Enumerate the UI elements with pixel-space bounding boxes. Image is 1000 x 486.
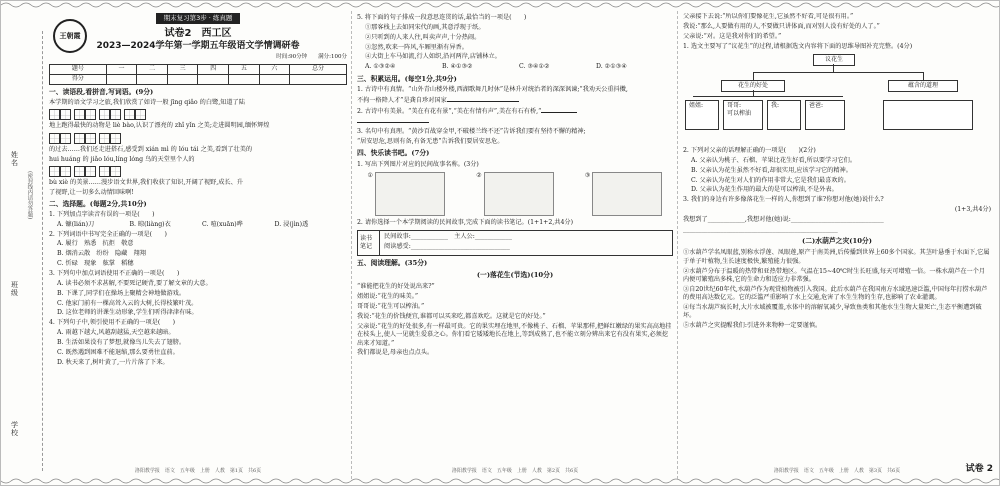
pinyin-box-row	[49, 133, 347, 144]
question-2-options	[49, 240, 347, 268]
mind-map-leaf[interactable]: 姐姐:	[685, 100, 719, 130]
score-label-cell: 得分	[50, 74, 107, 84]
score-header-cell: 三	[167, 64, 198, 74]
option[interactable]: D. 父亲认为花生作用的最大的是可以榨油,不是外表。	[691, 186, 838, 194]
option[interactable]: B. ④①③②	[442, 63, 473, 71]
publisher-logo: 王朝霞	[53, 19, 87, 53]
sentence-item: ①那客栈上去如同宋代的画,其意浮现于纸。	[365, 23, 485, 31]
answer-blank[interactable]	[541, 107, 577, 113]
score-input-cell[interactable]	[167, 74, 198, 84]
option[interactable]: A. 雨越下越大,风越刮越猛,天空越来越暗。	[57, 329, 175, 337]
exam-title: 试卷2 西工区	[164, 27, 232, 39]
writing-boxes[interactable]	[99, 133, 121, 144]
fill-line: 不拘一格降人才”是龚自珍对国家	[357, 96, 673, 105]
option[interactable]: D. 这位老师的讲课生动形象,学生们听得津津有味。	[57, 309, 198, 317]
question-text: 2. 请你选择一个本学期阅读的民间故事,完成下面的读书笔记。(1+1+2,共4分)	[357, 219, 573, 227]
option[interactable]: B. 父亲认为花生虽然不好看,却很实用,应该学习它的精神。	[691, 166, 852, 174]
mind-map-left-node: 花生的好处	[721, 80, 785, 92]
sentence-item: ④大街上车马如流,行人如织,沿河两岸,店铺林立。	[365, 53, 501, 61]
answer-blank[interactable]	[447, 96, 483, 102]
story-illustrations	[357, 172, 673, 216]
writing-boxes[interactable]	[99, 109, 121, 120]
option[interactable]: B. 烟消云散 纷纷 隐藏 翔翔	[57, 250, 146, 258]
answer-line[interactable]: __________________________________________________	[683, 225, 838, 233]
reading-2-title: (二)水葫芦之灾(10分)	[802, 237, 872, 246]
option[interactable]: A. 父亲认为桃子、石榴、苹果比花生好看,所以要学习它们。	[691, 156, 857, 164]
mind-map-leaf[interactable]: 爸爸:	[805, 100, 845, 130]
story-picture	[375, 172, 445, 216]
question-1-options	[49, 221, 347, 229]
page-divider	[677, 11, 678, 479]
mind-map-leaf[interactable]: 我:	[767, 100, 801, 130]
question-points: (1+3,共4分)	[954, 206, 991, 214]
option[interactable]: A. ①③②④	[365, 63, 396, 71]
reading-1-title: (一)落花生(节选)(10分)	[476, 271, 554, 280]
question-3-options	[49, 280, 347, 318]
fill-line: “居安思危,思则有备,有备无患”告诉我们要居安思危。	[357, 138, 504, 146]
paper-number-badge: 试卷 2	[965, 463, 993, 474]
writing-boxes[interactable]	[74, 166, 96, 177]
option[interactable]: C. ③④①②	[519, 63, 550, 71]
score-table	[49, 64, 347, 85]
score-input-cell[interactable]	[290, 74, 347, 84]
option[interactable]: C. 忻碌 现象 舷掌 稻穗	[57, 260, 134, 268]
score-header-cell: 四	[198, 64, 229, 74]
illustration-item: ③	[585, 172, 663, 216]
answer-blank[interactable]	[357, 117, 393, 123]
mind-map-leaf[interactable]: 哥哥: 可以榨油	[723, 100, 763, 130]
question-text: 2. 下列对父亲的话理解正确的一项是( )(2分)	[683, 146, 816, 154]
question-options	[683, 157, 991, 195]
question-text: 3. 我们的身边有许多像落花生一样的人,你想到了谁?你想对他(她)说什么?	[683, 196, 884, 204]
passage-paragraph: “谁能把花生的好处说出来?”	[357, 283, 435, 291]
question-text: 1. 选文主要写了“议花生”的过程,请根据选文内容将下面的思维导图补充完整。(4分)	[683, 42, 913, 50]
question-3: 3. 下列句中加点词语使用不正确的一项是( )	[49, 269, 180, 277]
option[interactable]: D. ②①③④	[596, 63, 627, 71]
option[interactable]: A. 镰(lián)刀	[57, 221, 95, 229]
page-footer: 洛阳教学报 语文 五年级 上册 人教 第1页 共6页	[134, 468, 262, 475]
seal-line-note: (密封线内请勿答题)	[26, 171, 33, 220]
score-input-cell[interactable]	[229, 74, 260, 84]
passage-paragraph: ③自20世纪60年代,水葫芦作为观赏植物被引入我国。此后水葫芦在我国南方水域迅速泛滥,中国每年打捞水葫芦的费用高达数亿元。它的泛滥严重影响了水上交通,危害了水生生物的生存,也影响了农业灌溉。	[683, 285, 988, 302]
fill-line: 3. 名句中有真理。“黄沙百战穿金甲,不破楼兰终不还”告诉我们要有坚持不懈的精神;	[357, 128, 586, 136]
writing-boxes[interactable]	[124, 109, 146, 120]
option[interactable]: A. 履行 熟悉 抗拒 敬意	[57, 240, 134, 248]
passage-paragraph: 父亲说:“对。这是我对你们的希望。”	[683, 32, 782, 40]
score-input-cell[interactable]	[198, 74, 229, 84]
story-picture	[592, 172, 662, 216]
question-5-items	[357, 24, 673, 62]
exam-subtitle: 2023—2024学年第一学期五年级语文学情调研卷	[96, 41, 300, 52]
section-1-title: 一、读语段,看拼音,写词语。(9分)	[49, 87, 154, 96]
score-header-cell: 总分	[290, 64, 347, 74]
section-1-line: bù xiè 的美景……漫步语文世界,我们收获了知识,开阔了视野,成长、升	[49, 178, 243, 186]
section-2-title: 二、选择题。(每题2分,共10分)	[49, 200, 147, 209]
sentence-item: ③忽然,吹来一阵风,车厢里渐有异香。	[365, 43, 468, 51]
page-footer: 洛阳教学报 语文 五年级 上册 人教 第3页 共6页	[773, 468, 901, 475]
section-1-line: 本学期的语文学习之旅,我们欣赏了如诗一般 jīng qiǎo 的白鹭,知道了陆	[49, 99, 245, 106]
writing-boxes[interactable]	[49, 166, 71, 177]
passage-paragraph: ①水葫芦学名凤眼蓝,别称水浮莲、凤眼莲,原产于南美洲,后传播到世界上60多个国家。其茎叶悬垂于水面下,它属于单子叶植物,生长速度极快,繁殖能力很强。	[683, 249, 990, 265]
mind-map-right-node: 蕴含的道理	[888, 80, 958, 92]
option[interactable]: C. 既然遇到困难不能退缩,那么要勇往直前。	[57, 348, 179, 356]
writing-boxes[interactable]	[74, 109, 96, 120]
answer-blank[interactable]	[483, 96, 519, 102]
question-5-options	[357, 63, 673, 71]
mind-map-answer-box[interactable]	[883, 100, 973, 130]
section-4-title: 四、快乐读书吧。(7分)	[357, 149, 430, 158]
header-banner	[49, 13, 347, 24]
class-field-label: 班级	[10, 281, 19, 297]
note-field[interactable]: 阅读感受:________________________________	[384, 243, 510, 251]
option[interactable]: B. 晾(liàng)衣	[129, 221, 171, 229]
page-1	[49, 13, 347, 475]
question-4-options	[49, 329, 347, 367]
option[interactable]: C. 喧(xuān)哗	[202, 221, 243, 229]
page-footer: 洛阳教学报 语文 五年级 上册 人教 第2页 共6页	[451, 468, 579, 475]
fill-line: 1. 古诗中有真情。“山外青山楼外楼,西湖歌舞几时休”是林升对统治者的深深讽谏;“我劝天公重抖擞,	[357, 85, 628, 93]
section-5-title: 五、阅读理解。(35分)	[357, 259, 428, 268]
option[interactable]: C. 他家门前有一棵高耸入云的大树,长得枝繁叶茂。	[57, 299, 198, 307]
mind-map	[683, 54, 991, 144]
exam-meta: 时间:90分钟 满分:100分	[276, 54, 347, 61]
section-1-line: 地上跑得最快的动物是 liè bào,认识了漂亮的 zhǐ yǐn 之美;走进圆明园,缅怀辉煌	[49, 122, 270, 130]
illustration-item: ②	[476, 172, 554, 216]
writing-boxes[interactable]	[74, 133, 96, 144]
note-field[interactable]: 民间故事:____________ 主人公:____________	[384, 233, 512, 241]
score-header-cell: 六	[259, 64, 290, 74]
passage-paragraph: 我们都说是,母亲也点点头。	[357, 349, 434, 357]
score-input-cell[interactable]	[137, 74, 168, 84]
pinyin-box-row	[49, 166, 347, 177]
reading-note-box	[357, 230, 673, 256]
passage-paragraph: 我说:“那么,人要做有用的人,不要做只讲体面,而对别人没有好处的人了。”	[683, 22, 880, 30]
score-header-cell: 一	[106, 64, 137, 74]
passage-paragraph: 父亲接下去说:“所以你们要像花生,它虽然不好看,可是很有用。”	[683, 13, 854, 20]
answer-line[interactable]: 我想到了____________,我想对他(她)说:______________________________	[683, 215, 884, 223]
sentence-item: ②只听到的人来人往,叫卖声声,十分热闹。	[365, 33, 481, 41]
option[interactable]: B. 下课了,同学们在操场上聚精会神地做游戏。	[57, 289, 186, 297]
page-2	[357, 13, 673, 475]
section-3-title: 三、积累运用。(每空1分,共9分)	[357, 74, 457, 83]
question-2: 2. 下列词语中书写完全正确的一项是( )	[49, 230, 167, 238]
mind-map-root: 议花生	[813, 54, 855, 66]
passage-paragraph: 我说:“花生的价钱便宜,谁都可以买来吃,都喜欢吃。这就是它的好处。”	[357, 313, 546, 321]
top-wavy-border	[1, 1, 1000, 9]
passage-paragraph: ⑤水葫芦之灾提醒我们:引进外来物种一定要谨慎。	[683, 322, 822, 330]
banner-text: 期末复习第3步 · 练真题	[156, 13, 241, 24]
score-input-cell[interactable]	[106, 74, 137, 84]
option[interactable]: D. 秋天来了,树叶黄了,一片片落了下来。	[57, 358, 169, 366]
school-field-label: 学校	[10, 421, 19, 437]
page-3	[683, 13, 991, 475]
section-1-line: 的过去……我们还走进搭石,感受到 xián mì 的 lóu tái 之美,看到了壮美的	[49, 145, 253, 153]
section-1-line: 了视野,让一切多么动情回味啊!	[49, 188, 134, 196]
section-1-line: hui huáng 的 jiǎo lóu,líng lóng 鸟的天堂里个人的	[49, 155, 195, 163]
option[interactable]: B. 生活如果没有了梦想,就像鸟儿失去了翅膀。	[57, 339, 186, 346]
question-1: 1. 下列加点字读音有误的一项是( )	[49, 211, 155, 219]
writing-boxes[interactable]	[49, 133, 71, 144]
writing-boxes[interactable]	[49, 109, 71, 120]
score-input-cell[interactable]	[259, 74, 290, 84]
passage-paragraph: ②水葫芦分布于温暖的热带和亚热带地区。气温在15~40℃时生长旺盛,每天可增殖一倍。一株水葫芦在一个月内便可繁殖出多株,它的生命力和适应力非常强。	[683, 267, 986, 283]
passage-paragraph: 父亲说:“花生的好处很多,有一样最可贵。它的果实埋在地里,不像桃子、石榴、苹果那样,把鲜红嫩绿的果实高高地挂在枝头上,使人一见就生爱慕之心。你们看它矮矮地长在地上,等到成熟了,也不能立刻分辨出来它有没有果实,必须挖出来才知道。”	[357, 322, 672, 347]
pinyin-box-row	[49, 109, 347, 120]
answer-blank[interactable]	[393, 117, 429, 123]
question-text: 1. 写出下列图片对应的民间故事名称。(3分)	[357, 160, 479, 168]
illustration-item: ①	[368, 172, 446, 216]
story-picture	[484, 172, 554, 216]
option[interactable]: D. 浸(jìn)透	[274, 221, 309, 229]
note-label: 读书笔记	[358, 231, 380, 255]
page-divider	[351, 11, 352, 479]
question-4: 4. 下列句子中,领引使用不正确的一项是( )	[49, 319, 176, 327]
passage-paragraph: 哥哥说:“花生可以榨油。”	[357, 303, 425, 311]
bottom-wavy-border	[1, 477, 1000, 485]
passage-paragraph: 姐姐说:“花生的味美。”	[357, 293, 418, 301]
score-header-cell: 二	[137, 64, 168, 74]
name-field-label: 姓名	[10, 151, 19, 167]
writing-boxes[interactable]	[99, 166, 121, 177]
score-header-cell: 五	[229, 64, 260, 74]
option[interactable]: A. 读书必须不求甚解,不要死记硬背,要了解文章的大意。	[57, 279, 212, 287]
option[interactable]: C. 父亲认为花生对人们的作用非常大,它是我们最喜欢的。	[691, 176, 850, 184]
fill-line	[357, 117, 673, 126]
passage-paragraph: ④每当水葫芦疯长时,大片水域被覆盖,水体中的溶解氧减少,导致鱼类和其他水生生物大量死亡,生态平衡遭到破坏。	[683, 304, 982, 320]
question-5: 5. 将下面的句子排成一段意思连贯的话,最恰当的一项是( )	[357, 14, 527, 21]
score-header-cell: 题号	[50, 64, 107, 74]
binding-margin	[5, 31, 43, 471]
fill-line: 2. 古诗中有美景。“美在有花有景”,“美在有情有声”,美在有石有桥,“	[357, 107, 673, 116]
